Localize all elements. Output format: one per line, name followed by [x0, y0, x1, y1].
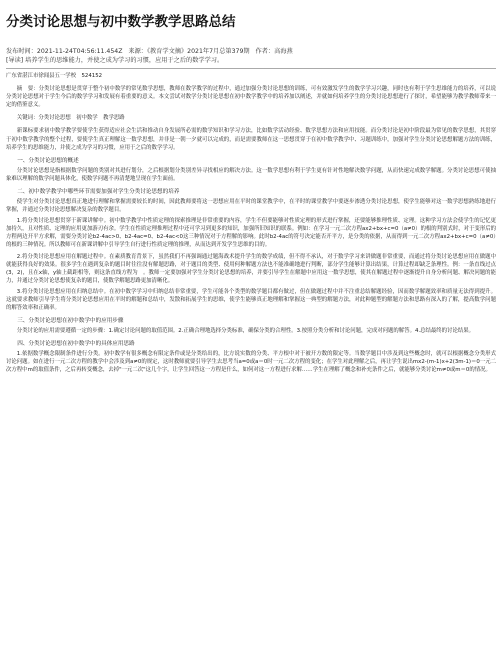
affiliation: 广东省湛江市徐闻县五一学校 524152 [6, 73, 103, 79]
intro-paragraph: 新课标要求初中数学教学要使学生获得适应社会生活和推动自身发展所必需的数学知识和学习方法，比如数学活动经验、数学思想方法和应用技能。而分类讨论是初中阶段最为常见的数学思想，其贯穿于初中数学教学的整个过程，要使学生真正理解这一数学思想，并非是一朝一夕就可以完成的，而是需要教师在这一思想贯穿于在初中数学教学中、习题训练中，加强对学生分类讨论思想解题方法的训练，培养学生的思维能力，并使之成为学习的习惯，应用于之后的数学学习。 [6, 128, 496, 151]
section-4 [6, 340, 496, 374]
source: 来源：《教育学文摘》2021年7月总第379期 [128, 48, 250, 55]
section-paragraph: 使学生对分类讨论思想真正地进行理解和掌握需要较长的时间，因此教师要将这一思想应用在平时的课堂教学中，在平时的课堂教学中要逐步渗透分类讨论思想，使学生能够对这一数学思想熟练地进行掌握，并通过分类讨论思想解决复杂的数学题目。 [6, 198, 496, 214]
article-meta [6, 47, 496, 56]
section-3 [6, 317, 496, 335]
keywords: 关键词：分类讨论思想 初中数学 教学思路 [16, 115, 125, 122]
section-paragraph: 1.将分类讨论思想贯穿于新课讲解中。初中数学教学中性质定理的探索推理是非常重要的内容，学生不但要能够对性质定理的形式进行掌握，还要能够推理性质、定理。这种学习方法会使学生的记忆更加持久，且对性质、定理的应用更加游刃有余。学生在性质定理推理过程中还可学习到更多的知识，加强所旧知识的联系。例如：在学习一元二次方程ax2+bx+c=0（a≠0）的根的判别式时，对于变形后的方程两边开平方求解，需要分类讨论b2-4ac>0、b2-4ac=0、b2-4ac<0这三种情况对于方程解的影响。此时b2-4ac的符号决定能否开平方，是分类的依据，从而得到一元二次方程ax2+bx+c=0（a≠0）的根的三种情况。所以教师可在新课讲解中引导学生自行进行性质定理的推理，从而达到开发学生思维的目的。 [6, 218, 496, 249]
section-paragraph: 2.将分类讨论思想应用在解题过程中。在素质教育背景下，虽然我们不再强调通过题海战术提升学生的数学成绩，但不得不承认，对于数学学习来讲做题非常重要，而通过将分类讨论思想应用在做题中就能获得良好的效果。很多学生在遇到复杂的题目时往往没有解题思路，对于题目的类型、使用何种解题方法也不能准确地进行判断，部分学生能够计算出结果，计算过程却缺乏条理性。例：一条直线过点(3，2)，且在x轴，y轴上截距相等，则这条直线方程为 。教师一定要加强对学生分类讨论思想的培养，并要引导学生在解题中应用这一数学思想，使其在解题过程中逐渐提升自身分析问题、解决问题的能力，并通过分类讨论思想使复杂的题目，使数学解题思路更加清晰化。 [6, 253, 496, 284]
section-paragraph: 分类讨论思想是指根据数学问题的类别对其进行划分，之后根据划分类别差异寻找相应的解决方法。这一数学思想有利于学生更有针对性地解决数学问题，从而快速完成数学解题。分类讨论思想可使抽象难以理解的数学问题具体化，使数学问题不再清楚地呈现在学生面前。 [6, 167, 496, 182]
section-heading: 四、分类讨论思想在初中数学中的具体应用思路 [17, 341, 135, 348]
section-paragraph: 1.依据数学概念限制条件进行分类。初中数学有很多概念有限定条件或是分类给出的，比方说实数的分类、平方根中对于被开方数的限定等。当数学题目中涉及到这些概念时，就可以根据概念分类形式讨论问题。如在进行一元二次方程的教学中会涉及到a≠0的规定，这时教师就要引导学生去思考当a=0或a＝0时一元二次方程的变化；在学生对此理解之后，再让学生说出mx2-(m-1)x+2(3m-1)＝0一元二次方程中m的取值条件，之后再转变概念，去掉"一元二次"这几个字，让学生回答这一方程是什么，如何对这一方程进行求解……学生在理解了概念和补充条件之后，就能够分类讨论m≠0或m＝0的情况。 [6, 351, 496, 374]
section-heading: 二、初中数学教学中哪些环节需要加强对学生分类讨论思想的培养 [17, 188, 180, 195]
section-1 [6, 157, 496, 183]
section-2 [6, 188, 496, 312]
article-page [0, 13, 502, 662]
section-paragraph: 3.将分类讨论思想应用在归纳总结中。在初中数学学习中归纳总结非常重要，学生可能各个类型的数学题目都有做过，但在做题过程中并不注重总结解题经验，因而数学解题效率和质量无法得到提升。这就要求教师引导学生将分类讨论思想应用在平时的解题和总结中，发散和拓展学生的思维，使学生能够真正地理解和掌握这一典型的解题方法，对此种题型的解题方法和思路有深入的了解，提高数学问题的解答效率和正确率。 [6, 288, 496, 312]
section-paragraph: 分类讨论的应用需要遵循一定的步骤：1.确定讨论问题的取值范围。2.正确合理地选择分类标准，确保分类的合理性。3.按照分类分析和讨论问题，完成对问题的解答。4.总结最终的讨论结果。 [16, 328, 475, 335]
section-heading: 一、分类讨论思想的概述 [17, 157, 79, 164]
lead-text: [导读] 培养学生的思维能力，并使之成为学习的习惯，应用于之后的数学学习。 [6, 57, 224, 64]
author: 作者：高海燕 [255, 48, 293, 55]
section-heading: 三、分类讨论思想在初中数学中的应用步骤 [17, 318, 124, 325]
divider [6, 68, 496, 69]
publish-time: 发布时间：2021-11-24T04:56:11.454Z [6, 48, 123, 55]
article-title: 分类讨论思想与初中数学教学思路总结 [6, 14, 236, 30]
abstract: 摘 要：分类讨论思想是贯穿于整个初中数学的常见数学思想，教师在数学教学的过程中，通过加强分类讨论思想的训练，可有效激发学生的数学学习兴趣，同时也有利于学生思维能力的培养，可以说分类讨论思想对于学生今后的数学学习和发展有着重要的意义。本文尝试对数学分类讨论思想在初中数学教学中的培养加以阐述，并就如何培养学生的分类讨论思想进行了探讨，希望能够为教学教师带来一定的借鉴意义。 [6, 86, 496, 109]
